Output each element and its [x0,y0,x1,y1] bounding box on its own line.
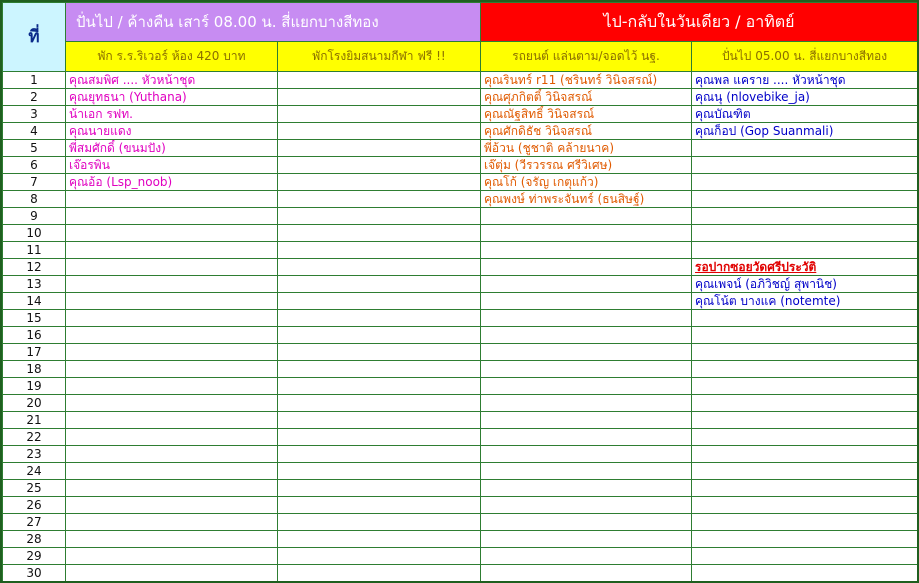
row-number-cell[interactable]: 29 [3,548,66,565]
van-cell[interactable]: คุณโก้ (จรัญ เกตุแก้ว) [481,174,692,191]
sunday-cell[interactable] [692,531,918,548]
sunday-cell[interactable] [692,480,918,497]
hotel-cell[interactable] [66,480,278,497]
van-cell[interactable] [481,259,692,276]
sunday-cell[interactable] [692,429,918,446]
table-row [3,140,918,157]
hotel-cell[interactable] [66,463,278,480]
van-cell[interactable] [481,412,692,429]
sunday-cell[interactable]: คุณเพจน์ (อภิวิชญ์ สุพานิช) [692,276,918,293]
van-cell[interactable] [481,463,692,480]
gym-cell[interactable] [278,514,481,531]
sunday-cell[interactable] [692,174,918,191]
row-number-cell[interactable]: 10 [3,225,66,242]
sunday-cell[interactable] [692,140,918,157]
van-cell[interactable] [481,565,692,582]
row-number-cell[interactable]: 22 [3,429,66,446]
hotel-cell[interactable]: คุณยุทธนา (Yuthana) [66,89,278,106]
registration-table [2,2,918,582]
gym-cell[interactable] [278,191,481,208]
gym-cell[interactable] [278,123,481,140]
column-header-van[interactable]: รถยนต์ แล่นตาม/จอดไว้ นฐ. [481,42,692,72]
table-row [3,327,918,344]
van-cell[interactable] [481,344,692,361]
table-row [3,378,918,395]
van-cell[interactable]: คุณรินทร์ r11 (ชรินทร์ วินิจสรณ์) [481,72,692,89]
hotel-cell[interactable] [66,429,278,446]
hotel-cell[interactable] [66,497,278,514]
gym-cell[interactable] [278,225,481,242]
hotel-cell[interactable]: เจ๊อรพิน [66,157,278,174]
header-row-groups [3,3,918,42]
van-cell[interactable] [481,361,692,378]
row-number-cell[interactable]: 7 [3,174,66,191]
van-cell[interactable]: คุณพงษ์ ท่าพระจันทร์ (ธนสิษฐ์) [481,191,692,208]
sunday-cell[interactable] [692,548,918,565]
sunday-cell[interactable] [692,361,918,378]
row-number-cell[interactable]: 19 [3,378,66,395]
sunday-cell[interactable] [692,225,918,242]
van-cell[interactable] [481,531,692,548]
van-cell[interactable] [481,514,692,531]
table-row [3,225,918,242]
row-number-cell[interactable]: 24 [3,463,66,480]
table-row [3,548,918,565]
table-row [3,208,918,225]
hotel-cell[interactable] [66,344,278,361]
row-number-cell[interactable]: 4 [3,123,66,140]
van-cell[interactable] [481,497,692,514]
row-number-cell[interactable]: 12 [3,259,66,276]
row-number-cell[interactable]: 9 [3,208,66,225]
table-row [3,565,918,582]
index-header[interactable]: ที่ [3,3,66,72]
hotel-cell[interactable] [66,276,278,293]
table-row [3,174,918,191]
row-number-cell[interactable]: 2 [3,89,66,106]
gym-cell[interactable] [278,463,481,480]
van-cell[interactable] [481,395,692,412]
table-row [3,463,918,480]
gym-cell[interactable] [278,361,481,378]
row-number-cell[interactable]: 3 [3,106,66,123]
table-row [3,157,918,174]
van-cell[interactable] [481,327,692,344]
table-row [3,497,918,514]
sunday-cell[interactable] [692,242,918,259]
hotel-cell[interactable] [66,531,278,548]
gym-cell[interactable] [278,429,481,446]
row-number-cell[interactable]: 14 [3,293,66,310]
sunday-cell[interactable] [692,310,918,327]
row-number-cell[interactable]: 28 [3,531,66,548]
hotel-cell[interactable]: น้าเอก รฟท. [66,106,278,123]
row-number-cell[interactable]: 17 [3,344,66,361]
table-row [3,344,918,361]
hotel-cell[interactable] [66,378,278,395]
sunday-cell[interactable]: คุณบัณฑิต [692,106,918,123]
table-row [3,89,918,106]
hotel-cell[interactable] [66,225,278,242]
table-row [3,361,918,378]
sunday-cell[interactable]: คุณโน้ต บางแค (notemte) [692,293,918,310]
sunday-cell[interactable] [692,446,918,463]
van-cell[interactable] [481,548,692,565]
gym-cell[interactable] [278,378,481,395]
van-cell[interactable] [481,276,692,293]
hotel-cell[interactable] [66,514,278,531]
table-row [3,242,918,259]
gym-cell[interactable] [278,259,481,276]
sunday-cell[interactable] [692,565,918,582]
sunday-cell[interactable]: คุณก็อป (Gop Suanmali) [692,123,918,140]
row-number-cell[interactable]: 26 [3,497,66,514]
header-row-columns [3,42,918,72]
hotel-cell[interactable] [66,565,278,582]
table-row [3,480,918,497]
table-row [3,514,918,531]
van-cell[interactable]: เจ๊ตุ่ม (วีรวรรณ ศรีวิเศษ) [481,157,692,174]
hotel-cell[interactable] [66,395,278,412]
sunday-cell[interactable] [692,157,918,174]
sunday-cell[interactable] [692,344,918,361]
sunday-cell[interactable] [692,463,918,480]
gym-cell[interactable] [278,293,481,310]
gym-cell[interactable] [278,157,481,174]
table-row [3,191,918,208]
van-cell[interactable] [481,378,692,395]
sunday-cell[interactable] [692,208,918,225]
sunday-cell[interactable] [692,412,918,429]
gym-cell[interactable] [278,242,481,259]
sunday-cell[interactable]: คุณนุ (nlovebike_ja) [692,89,918,106]
sunday-cell[interactable] [692,395,918,412]
hotel-cell[interactable]: คุณอ้อ (Lsp_noob) [66,174,278,191]
table-row [3,72,918,89]
sunday-cell[interactable] [692,497,918,514]
hotel-cell[interactable]: พี่สมศักดิ์ (ขนมปัง) [66,140,278,157]
hotel-cell[interactable] [66,208,278,225]
van-cell[interactable] [481,310,692,327]
gym-cell[interactable] [278,208,481,225]
hotel-cell[interactable] [66,191,278,208]
table-row [3,293,918,310]
row-number-cell[interactable]: 30 [3,565,66,582]
gym-cell[interactable] [278,344,481,361]
van-cell[interactable] [481,429,692,446]
hotel-cell[interactable] [66,412,278,429]
column-header-sunday[interactable]: ปั่นไป 05.00 น. สี่แยกบางสีทอง [692,42,918,72]
gym-cell[interactable] [278,480,481,497]
table-row [3,106,918,123]
hotel-cell[interactable] [66,242,278,259]
group-header-saturday[interactable]: ปั่นไป / ค้างคืน เสาร์ 08.00 น. สี่แยกบางสีทอง [66,3,481,42]
van-cell[interactable]: คุณณัฐสิทธิ์ วินิจสรณ์ [481,106,692,123]
van-cell[interactable]: คุณศุภกิตติ์ วินิจสรณ์ [481,89,692,106]
gym-cell[interactable] [278,531,481,548]
table-row [3,310,918,327]
gym-cell[interactable] [278,174,481,191]
row-number-cell[interactable]: 13 [3,276,66,293]
sunday-cell[interactable]: คุณพล แคราย .... หัวหน้าชุด [692,72,918,89]
gym-cell[interactable] [278,140,481,157]
gym-cell[interactable] [278,446,481,463]
hotel-cell[interactable] [66,259,278,276]
gym-cell[interactable] [278,72,481,89]
gym-cell[interactable] [278,548,481,565]
gym-cell[interactable] [278,89,481,106]
row-number-cell[interactable]: 27 [3,514,66,531]
van-cell[interactable] [481,446,692,463]
table-row [3,276,918,293]
van-cell[interactable] [481,225,692,242]
gym-cell[interactable] [278,497,481,514]
table-row [3,259,918,276]
van-cell[interactable]: พี่อ้วน (ชูชาติ คล้ายนาค) [481,140,692,157]
van-cell[interactable]: คุณศักดิธัช วินิจสรณ์ [481,123,692,140]
hotel-cell[interactable]: คุณสมพิศ .... หัวหน้าชุด [66,72,278,89]
hotel-cell[interactable] [66,293,278,310]
van-cell[interactable] [481,480,692,497]
sunday-cell[interactable] [692,514,918,531]
hotel-cell[interactable] [66,548,278,565]
row-number-cell[interactable]: 1 [3,72,66,89]
gym-cell[interactable] [278,106,481,123]
gym-cell[interactable] [278,395,481,412]
table-row [3,123,918,140]
van-cell[interactable] [481,242,692,259]
gym-cell[interactable] [278,412,481,429]
table-row [3,395,918,412]
row-number-cell[interactable]: 15 [3,310,66,327]
table-row [3,531,918,548]
hotel-cell[interactable] [66,361,278,378]
table-row [3,446,918,463]
gym-cell[interactable] [278,327,481,344]
hotel-cell[interactable]: คุณนายแดง [66,123,278,140]
row-number-cell[interactable]: 23 [3,446,66,463]
row-number-cell[interactable]: 20 [3,395,66,412]
table-row [3,429,918,446]
table-row [3,412,918,429]
row-number-cell[interactable]: 16 [3,327,66,344]
van-cell[interactable] [481,208,692,225]
hotel-cell[interactable] [66,327,278,344]
gym-cell[interactable] [278,310,481,327]
group-header-sameday[interactable]: ไป-กลับในวันเดียว / อาทิตย์ [481,3,918,42]
row-number-cell[interactable]: 21 [3,412,66,429]
sunday-cell[interactable] [692,191,918,208]
row-number-cell[interactable]: 8 [3,191,66,208]
row-number-cell[interactable]: 25 [3,480,66,497]
row-number-cell[interactable]: 5 [3,140,66,157]
gym-cell[interactable] [278,276,481,293]
row-number-cell[interactable]: 18 [3,361,66,378]
hotel-cell[interactable] [66,310,278,327]
column-header-hotel[interactable]: พัก ร.ร.ริเวอร์ ห้อง 420 บาท [66,42,278,72]
row-number-cell[interactable]: 6 [3,157,66,174]
sunday-cell[interactable] [692,378,918,395]
sunday-cell[interactable]: รอปากซอยวัดศรีประวัติ [692,259,918,276]
hotel-cell[interactable] [66,446,278,463]
column-header-gym[interactable]: พักโรงยิมสนามกีฬา ฟรี !! [278,42,481,72]
row-number-cell[interactable]: 11 [3,242,66,259]
van-cell[interactable] [481,293,692,310]
sunday-cell[interactable] [692,327,918,344]
gym-cell[interactable] [278,565,481,582]
